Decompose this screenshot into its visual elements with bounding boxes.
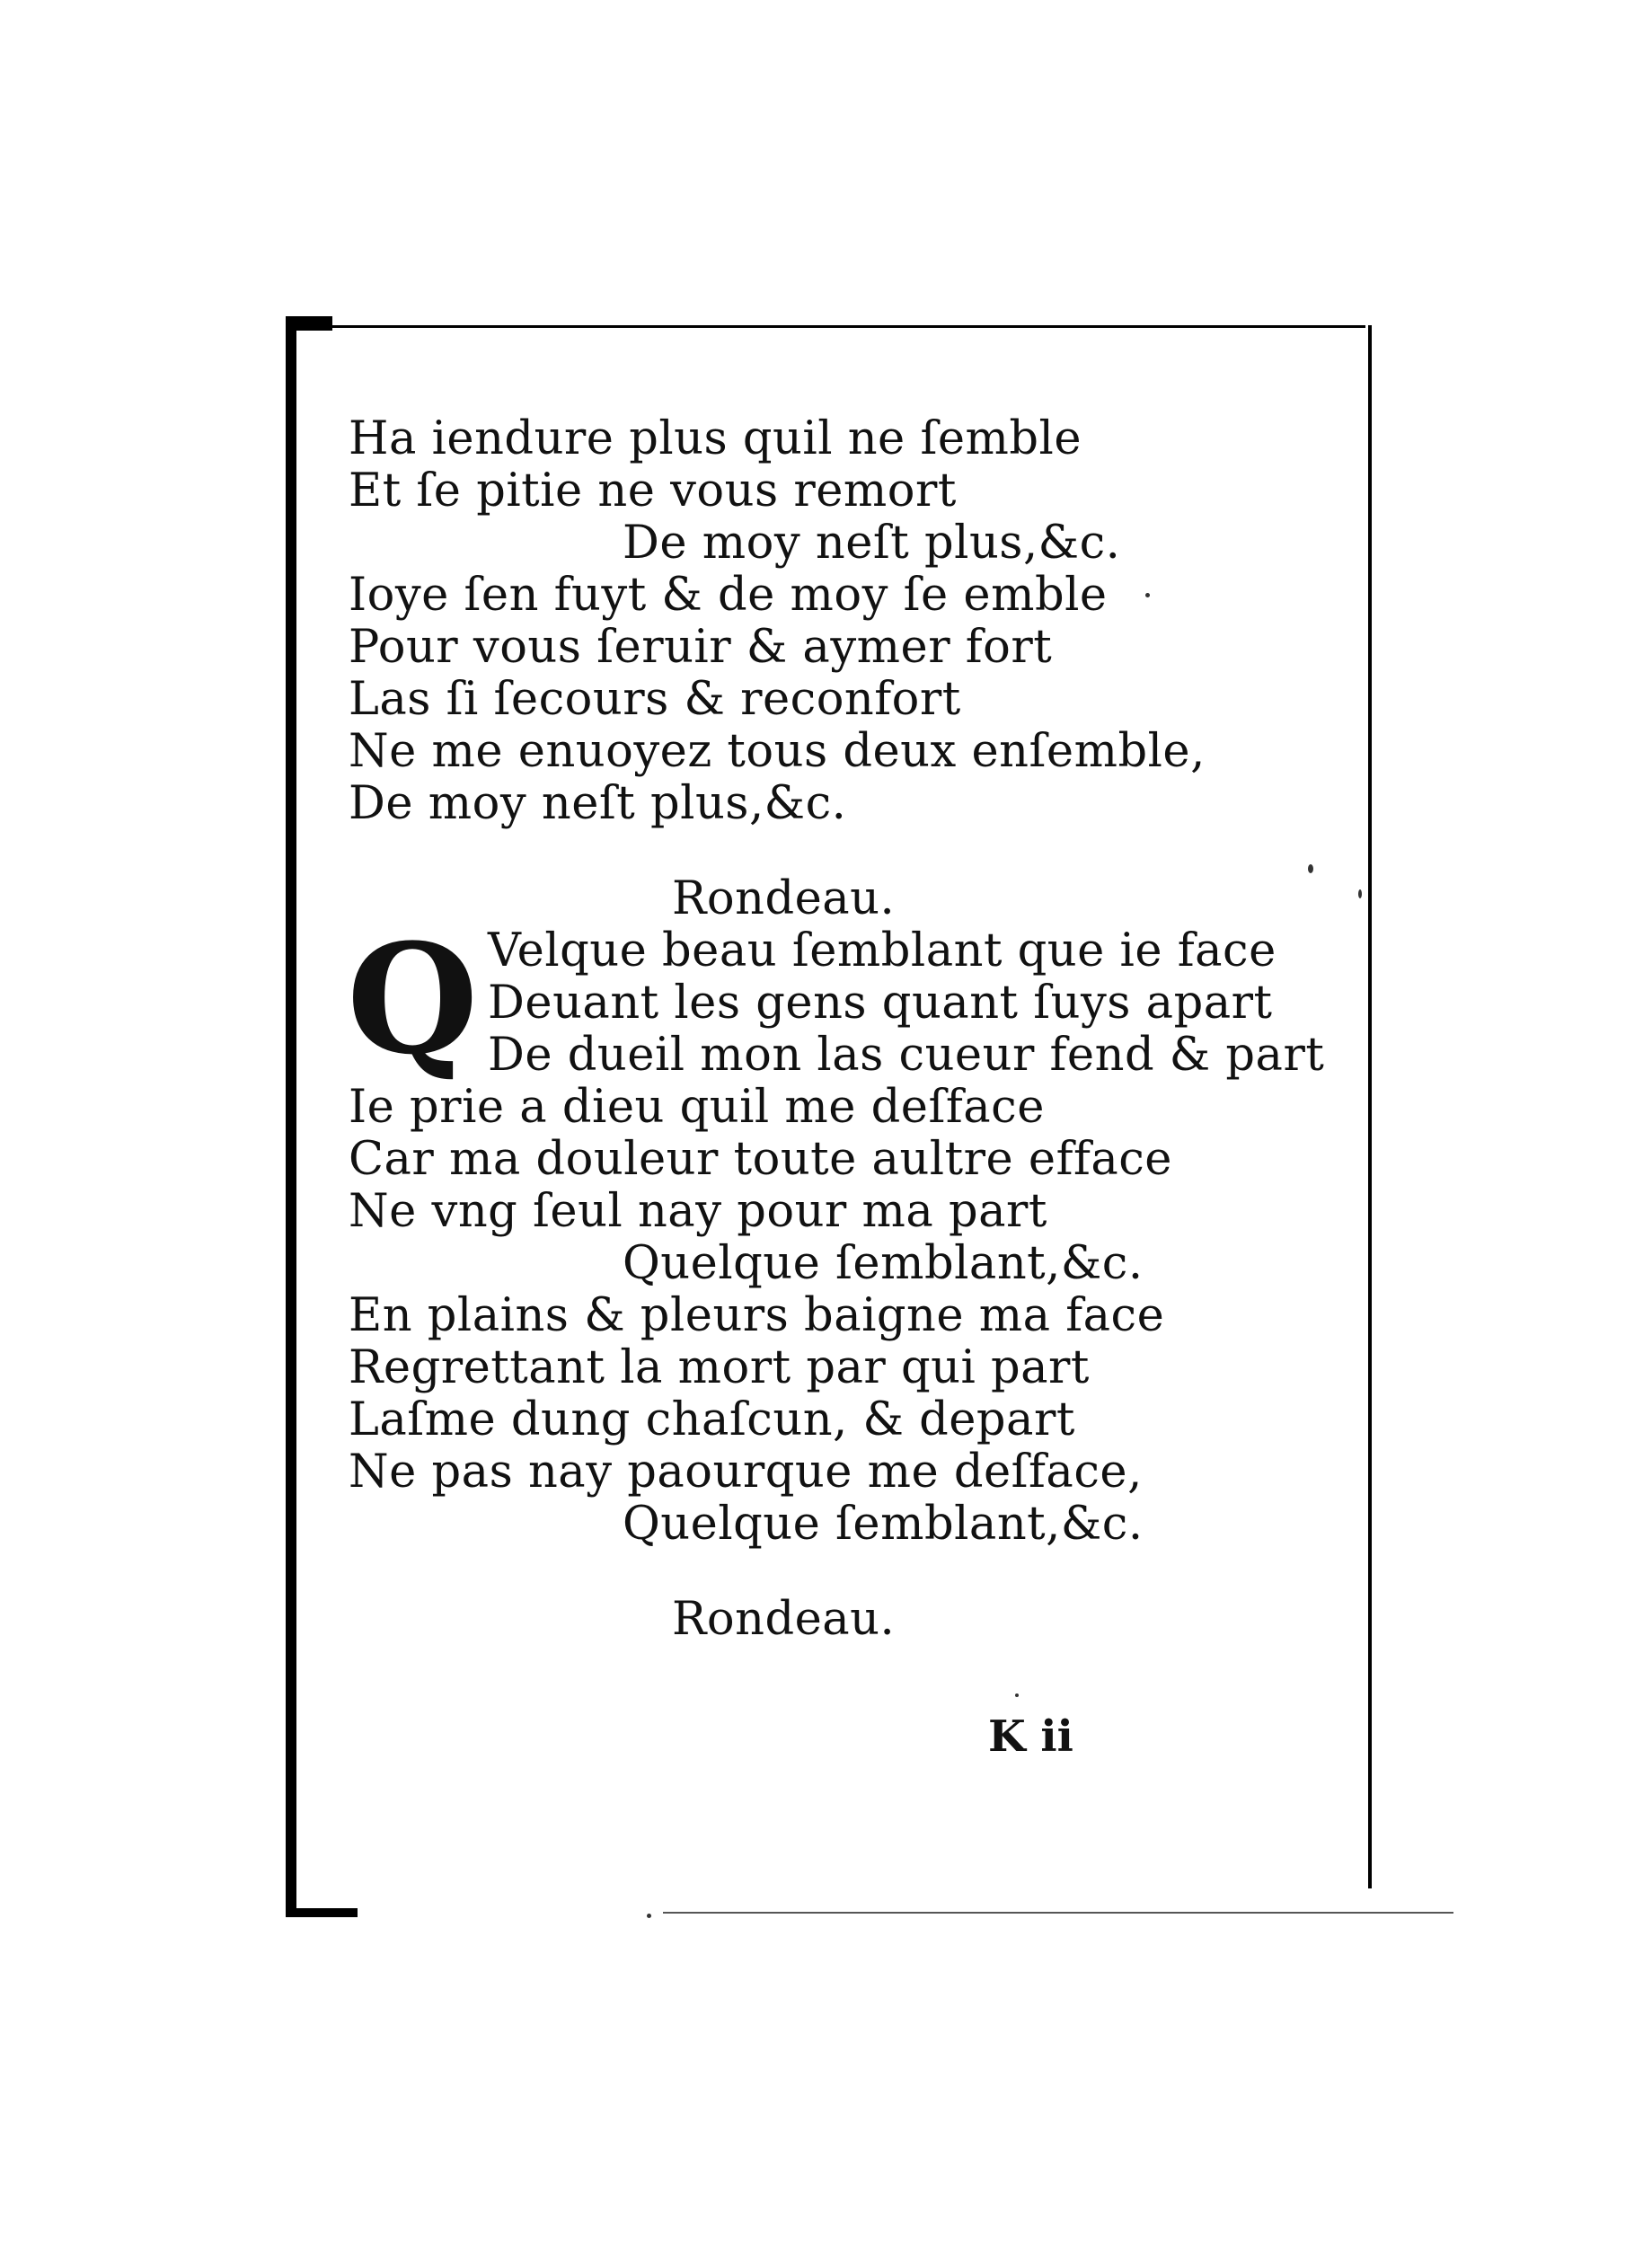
verse-line: Deuant les gens quant ſuys apart (488, 977, 1273, 1030)
frame-top-corner (286, 316, 332, 331)
refrain-line: De moy neſt plus,&c. (349, 777, 847, 830)
verse-line: Ne vng ſeul nay pour ma part (349, 1185, 1047, 1238)
verse-line: Ie prie a dieu quil me deſface (349, 1081, 1045, 1134)
frame-bottom-corner (286, 1908, 358, 1917)
ink-speck (647, 1914, 651, 1918)
refrain-line: Quelque ſemblant,&c. (623, 1498, 1144, 1551)
page-text (347, 412, 1325, 1646)
ink-speck (1015, 1693, 1019, 1697)
section-spacer (349, 830, 1247, 873)
ink-speck (1308, 864, 1313, 873)
verse-line: Et ſe pitie ne vous remort (349, 464, 957, 517)
verse-line: Laſme dung chaſcun, & depart (349, 1393, 1075, 1446)
verse-line: Las ſi ſecours & reconfort (349, 673, 961, 726)
frame-top-border (332, 325, 1365, 328)
frame-right-border (1368, 325, 1372, 1888)
rondeau-title: Rondeau. (672, 872, 896, 925)
dropcap-letter: Q (347, 910, 479, 1088)
verse-line: Car ma douleur toute aultre efface (349, 1133, 1172, 1186)
rondeau-opening (347, 910, 1325, 1088)
verse-line: Pour vous ſeruir & aymer fort (349, 621, 1053, 674)
verse-line: Ioye ſen fuyt & de moy ſe emble (349, 569, 1108, 622)
verse-line: Regrettant la mort par qui part (349, 1341, 1090, 1394)
frame-left-border (286, 316, 296, 1917)
verse-line: Velque beau ſemblant que ie face (488, 924, 1277, 977)
verse-line: De dueil mon las cueur fend & part (488, 1029, 1325, 1082)
refrain-line: De moy neſt plus,&c. (623, 517, 1121, 570)
verse-line: Ne me enuoyez tous deux enſemble, (349, 725, 1206, 778)
ink-speck (1358, 889, 1362, 898)
verse-line: Ha iendure plus quil ne ſemble (349, 412, 1082, 465)
verse-line: Ne pas nay paourque me deſface, (349, 1446, 1143, 1499)
section-spacer (349, 1551, 1247, 1594)
refrain-line: Quelque ſemblant,&c. (623, 1237, 1144, 1290)
signature-mark: K ii (988, 1711, 1073, 1762)
frame-bottom-border (663, 1912, 1453, 1914)
ink-speck (1145, 593, 1150, 597)
verse-line: En plains & pleurs baigne ma face (349, 1289, 1165, 1342)
rondeau-title: Rondeau. (672, 1593, 896, 1646)
